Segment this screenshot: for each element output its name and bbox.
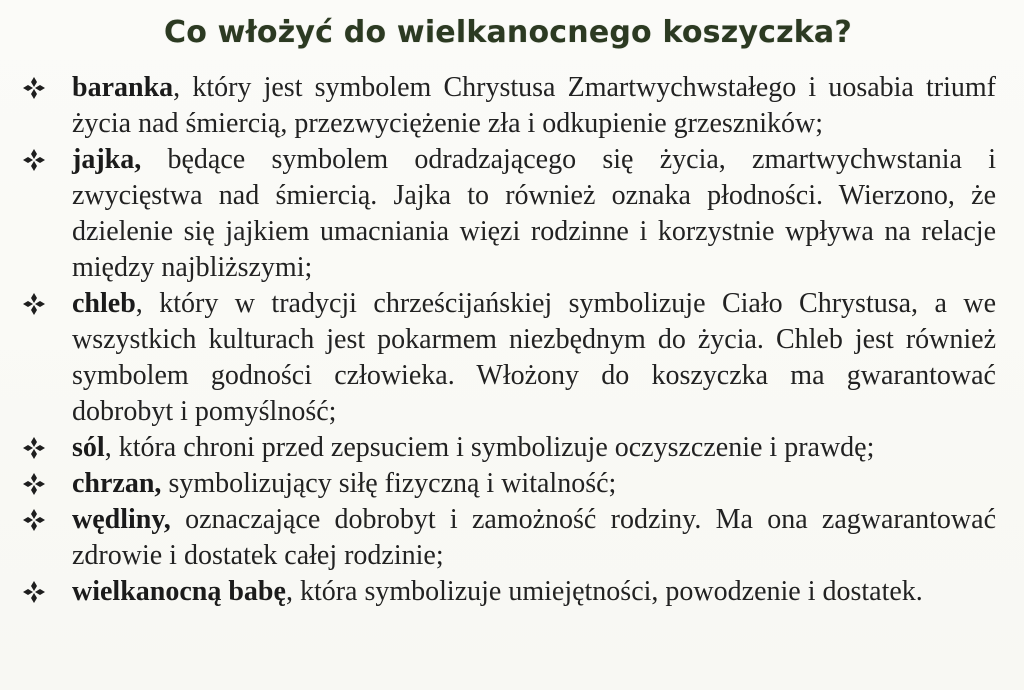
list-item-text <box>72 502 996 574</box>
list-item <box>20 574 996 610</box>
list-item-term: chleb <box>72 288 136 319</box>
list-item-term: chrzan, <box>72 468 162 499</box>
list-item <box>20 502 996 574</box>
list-item-description: , który w tradycji chrześcijańskiej symbolizuje Ciało Chrystusa, a we wszystkich kulturach jest pokarmem niezbędnym do życia. Chleb jest również symbolem godności człowieka. Włożony do koszyczka ma gwarantować dobrobyt i pomyślność; <box>72 288 996 427</box>
list-item-description: symbolizujący siłę fizyczną i witalność; <box>161 468 617 499</box>
list-item-description: , który jest symbolem Chrystusa Zmartwychwstałego i uosabia triumf życia nad śmiercią, przezwyciężenie zła i odkupienie grzeszników; <box>72 72 996 139</box>
list-item <box>20 466 996 502</box>
diamond-bullet-icon <box>20 430 72 466</box>
diamond-bullet-icon <box>20 142 72 178</box>
list-item-description: oznaczające dobrobyt i zamożność rodziny. Ma ona zagwarantować zdrowie i dostatek całej rodzinie; <box>72 504 996 571</box>
diamond-bullet-icon <box>20 502 72 538</box>
list-item-term: wędliny, <box>72 504 171 535</box>
list-item <box>20 286 996 430</box>
list-item-description: będące symbolem odradzającego się życia, zmartwychwstania i zwycięstwa nad śmiercią. Jajka to również oznaka płodności. Wierzono, że dzielenie się jajkiem umacniania więzi rodzinne i korzystnie wpływa na relacje między najbliższymi; <box>72 144 996 283</box>
easter-basket-list <box>20 70 996 610</box>
diamond-bullet-icon <box>20 70 72 106</box>
list-item-text <box>72 70 996 142</box>
list-item-term: jajka, <box>72 144 142 175</box>
list-item-description: , która chroni przed zepsuciem i symbolizuje oczyszczenie i prawdę; <box>104 432 875 463</box>
list-item <box>20 70 996 142</box>
diamond-bullet-icon <box>20 466 72 502</box>
list-item-text <box>72 430 996 466</box>
diamond-bullet-icon <box>20 286 72 322</box>
list-item <box>20 430 996 466</box>
diamond-bullet-icon <box>20 574 72 610</box>
list-item-term: baranka <box>72 72 174 103</box>
list-item-term: sól <box>72 432 105 463</box>
list-item <box>20 142 996 286</box>
list-item-text <box>72 142 996 286</box>
list-item-text <box>72 574 996 610</box>
list-item-text <box>72 466 996 502</box>
list-item-term: wielkanocną babę <box>72 576 286 607</box>
document-title: Co włożyć do wielkanocnego koszyczka? <box>164 15 852 50</box>
list-item-description: , która symbolizuje umiejętności, powodzenie i dostatek. <box>285 576 923 607</box>
list-item-text <box>72 286 996 430</box>
